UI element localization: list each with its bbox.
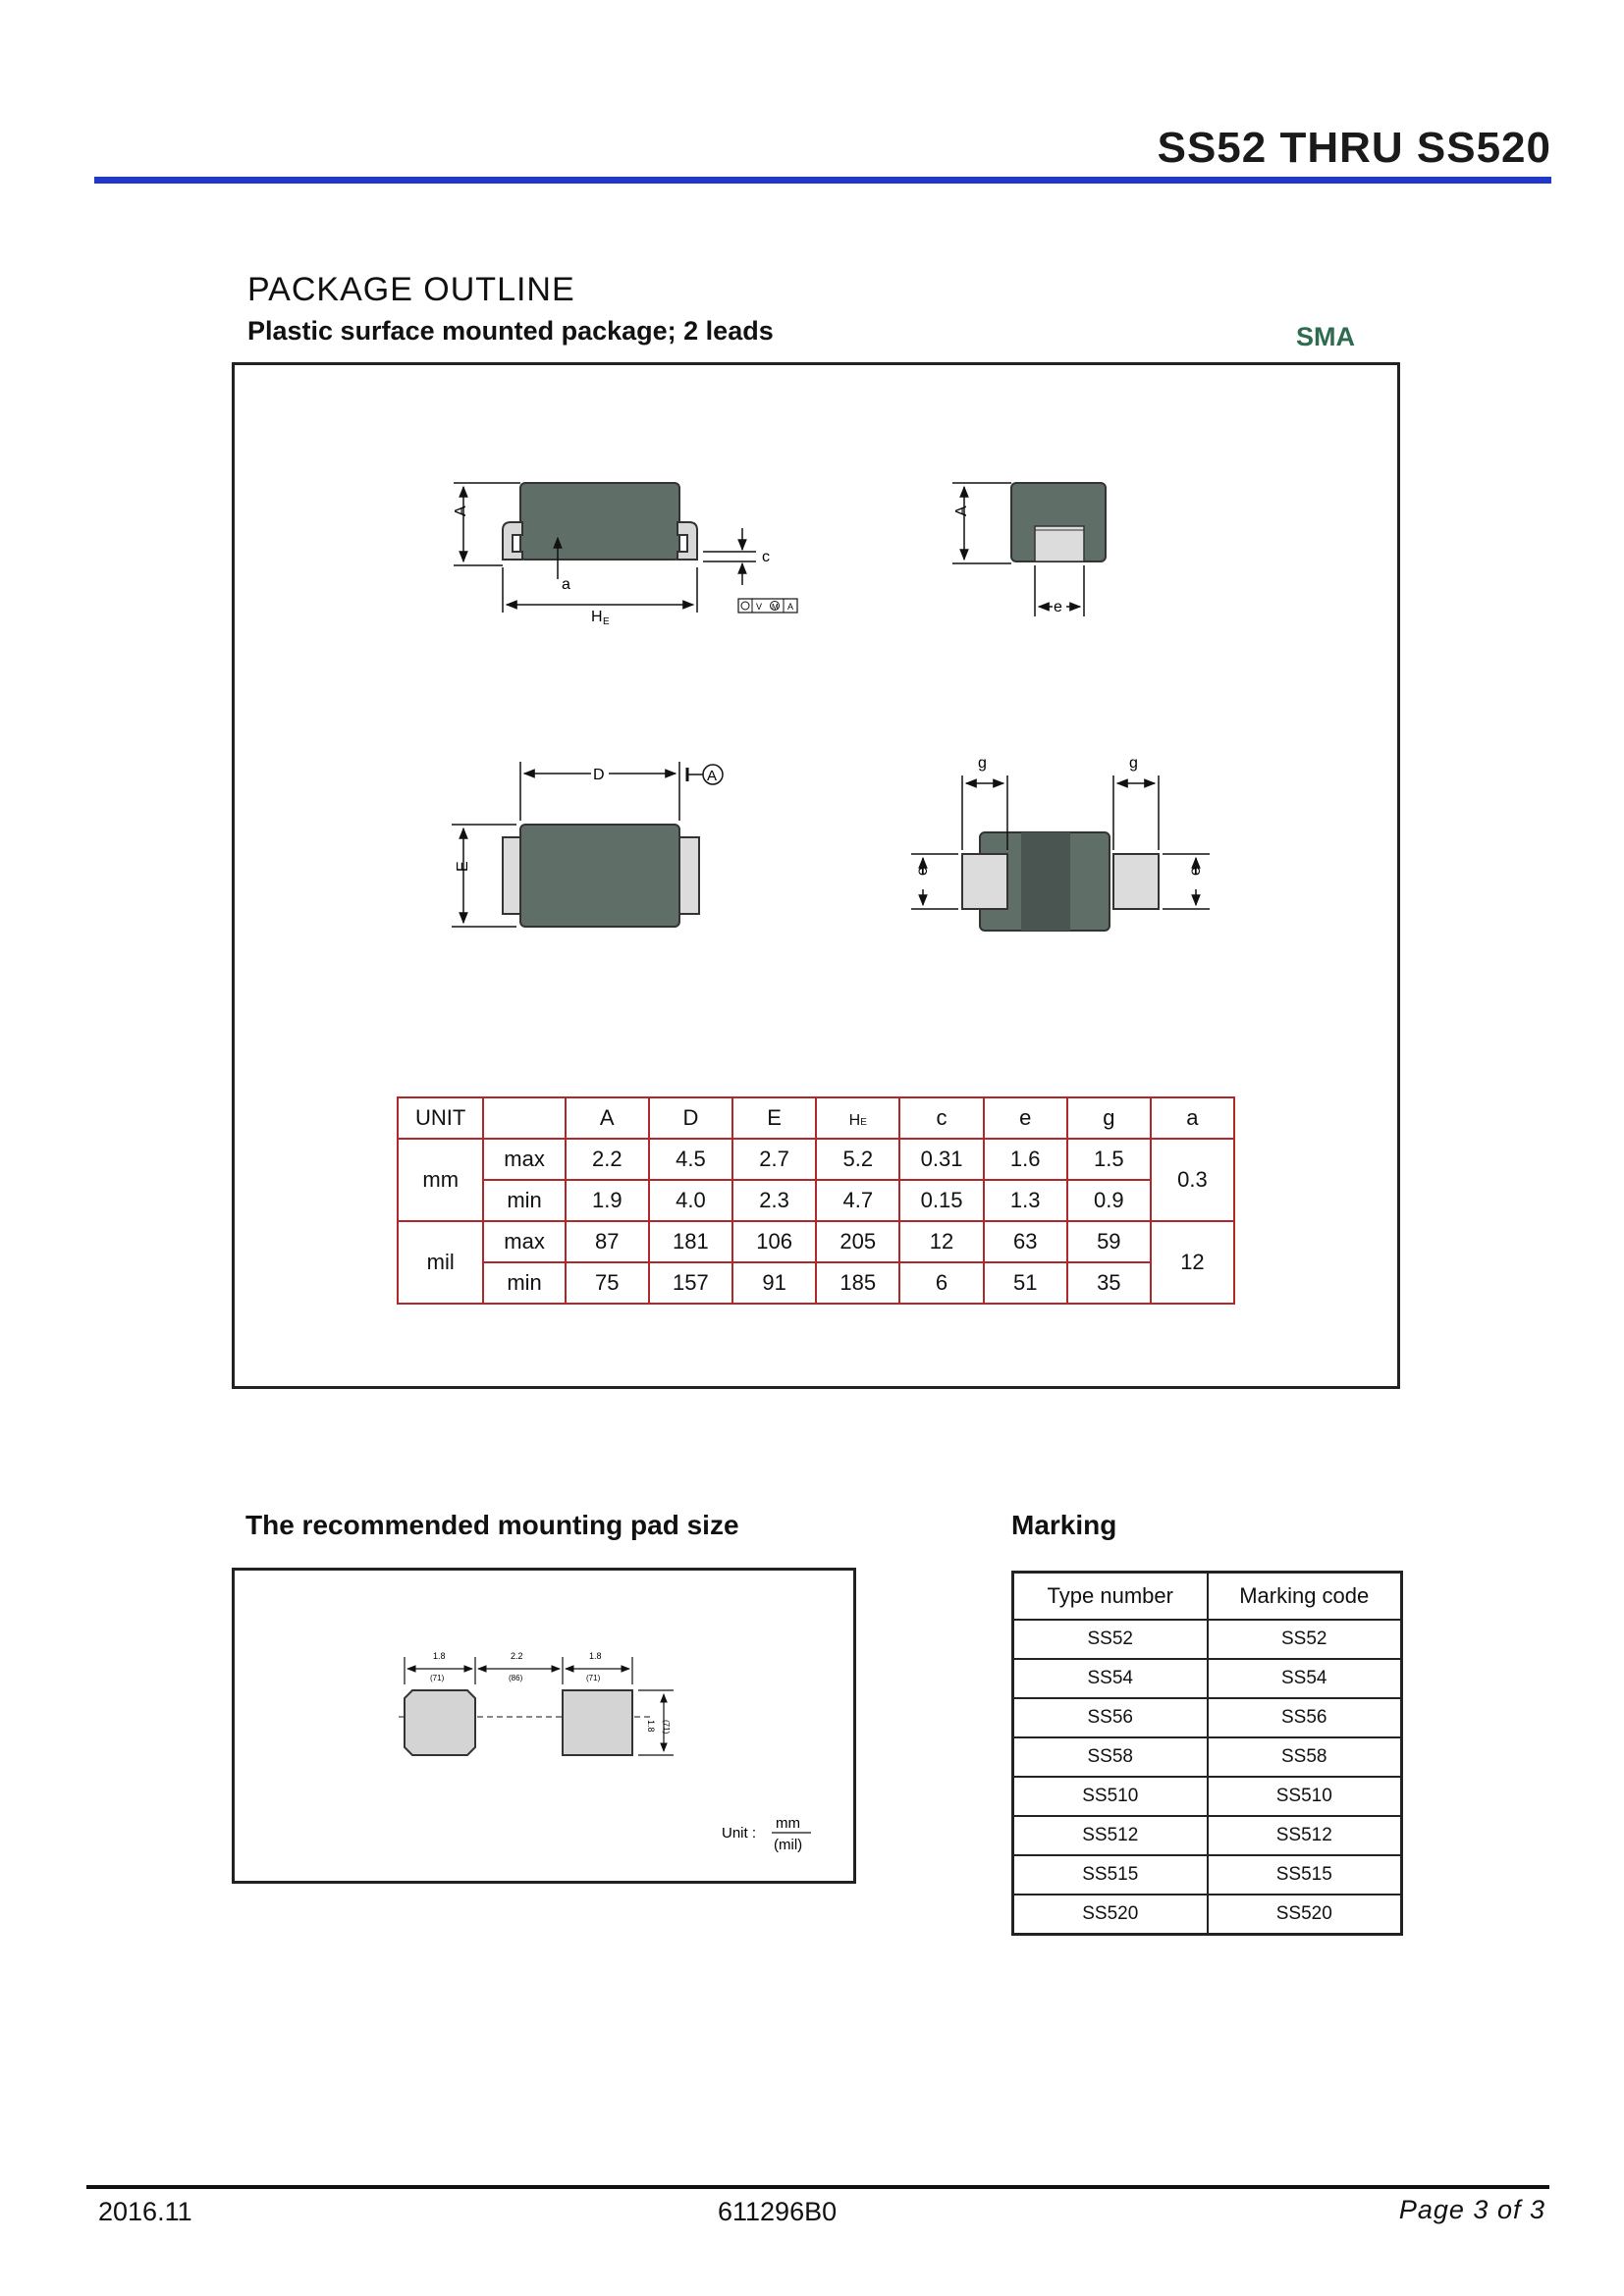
mounting-pad-heading: The recommended mounting pad size (245, 1510, 739, 1540)
dim-label-e-end: e (1054, 599, 1062, 615)
dim-label-HE: H (591, 609, 603, 625)
svg-text:(86): (86) (509, 1674, 523, 1682)
mounting-pad-frame (232, 1568, 856, 1884)
dim-label-D: D (593, 767, 605, 783)
svg-text:V: V (756, 602, 763, 612)
marking-row: SS512 SS512 (1013, 1816, 1402, 1855)
dim-row-mm-min: min 1.9 4.0 2.3 4.7 0.15 1.3 0.9 (398, 1180, 1234, 1221)
marking-table (1011, 1571, 1403, 1936)
dim-label-HE-sub: E (603, 616, 610, 627)
dim-label-A: A (453, 506, 469, 516)
dim-label-g-left: g (978, 755, 987, 772)
dim-label-A-end: A (953, 506, 970, 516)
marking-row: SS520 SS520 (1013, 1895, 1402, 1935)
svg-text:2.2: 2.2 (511, 1651, 523, 1661)
side-view-drawing (453, 483, 797, 627)
dim-header-row: UNIT A D E HE c e g a (398, 1097, 1234, 1139)
svg-text:1.8: 1.8 (433, 1651, 446, 1661)
svg-text:M: M (772, 603, 779, 612)
dim-label-g-right: g (1129, 755, 1138, 772)
marking-row: SS510 SS510 (1013, 1777, 1402, 1816)
unit-mm: mm (398, 1139, 483, 1221)
marking-row: SS515 SS515 (1013, 1855, 1402, 1895)
footer-rule (86, 2185, 1549, 2189)
dim-row-mil-max: mil max 87 181 106 205 12 63 59 12 (398, 1221, 1234, 1262)
dim-label-E: E (455, 861, 471, 872)
unit-numerator: mm (776, 1815, 800, 1832)
marking-row: SS58 SS58 (1013, 1737, 1402, 1777)
bottom-view-drawing (911, 755, 1210, 931)
svg-text:1.8: 1.8 (646, 1720, 656, 1733)
marking-heading: Marking (1011, 1510, 1117, 1540)
marking-header-row: Type number Marking code (1013, 1573, 1402, 1621)
unit-label: Unit : (722, 1825, 757, 1842)
dim-row-mil-min: min 75 157 91 185 6 51 35 (398, 1262, 1234, 1304)
datum-label: A (707, 768, 718, 784)
unit-denominator: (mil) (774, 1837, 803, 1853)
svg-text:(71): (71) (430, 1674, 445, 1682)
dim-label-e-left: e (914, 867, 931, 876)
dim-label-e-right: e (1187, 867, 1204, 876)
end-view-drawing (952, 483, 1106, 616)
marking-row: SS54 SS54 (1013, 1659, 1402, 1698)
svg-text:1.8: 1.8 (589, 1651, 602, 1661)
marking-row: SS56 SS56 (1013, 1698, 1402, 1737)
unit-header: UNIT (398, 1097, 483, 1139)
dimension-table (397, 1096, 1235, 1305)
footer-date: 2016.11 (98, 2197, 192, 2226)
top-view-drawing (452, 762, 723, 927)
package-outline-heading: PACKAGE OUTLINE (247, 271, 575, 308)
dim-label-a: a (562, 576, 570, 593)
svg-text:(71): (71) (662, 1720, 671, 1735)
package-subtitle: Plastic surface mounted package; 2 leads (247, 316, 774, 346)
footer-page-number: Page 3 of 3 (1398, 2195, 1545, 2224)
unit-mil: mil (398, 1221, 483, 1304)
document-title: SS52 THRU SS520 (1157, 124, 1551, 172)
footer-doc-code: 611296B0 (718, 2197, 838, 2226)
dim-label-c: c (762, 549, 770, 565)
dim-row-mm-max: mm max 2.2 4.5 2.7 5.2 0.31 1.6 1.5 0.3 (398, 1139, 1234, 1180)
svg-text:(71): (71) (586, 1674, 601, 1682)
marking-row: SS52 SS52 (1013, 1620, 1402, 1659)
svg-text:A: A (787, 602, 794, 612)
package-code: SMA (1296, 322, 1355, 351)
